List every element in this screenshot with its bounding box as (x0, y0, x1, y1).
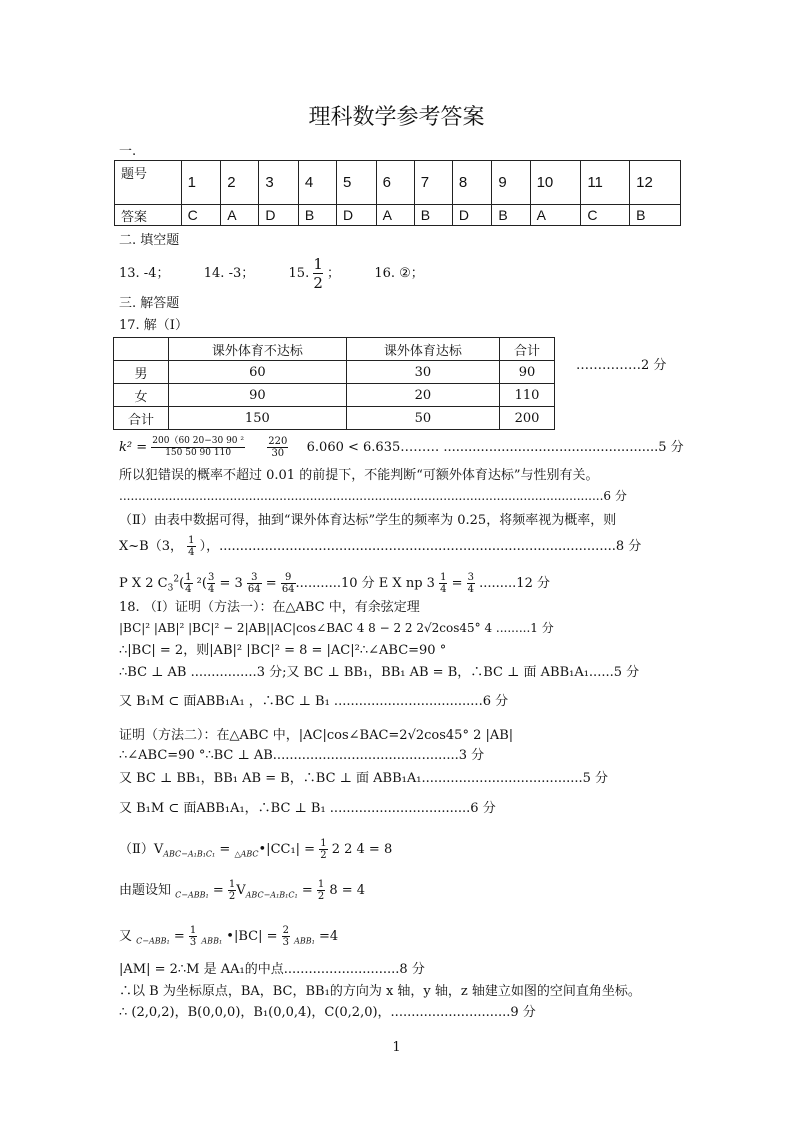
answer-15-fraction (313, 255, 323, 292)
fraction-numerator: 2 (282, 925, 289, 936)
contingency-table (113, 337, 555, 430)
answer-cell: B (414, 205, 452, 226)
table-row (114, 384, 555, 407)
fraction-numerator: 3 (207, 572, 215, 583)
proof-line-7: 又 BC ⊥ BB₁，BB₁ AB = B，∴BC ⊥ 面 ABB₁A₁.......................................5 分 (119, 771, 609, 786)
fraction-1-2 (319, 838, 327, 861)
combination-sub: 3 (167, 583, 174, 594)
answer-cell: B (298, 205, 336, 226)
volume-part-a: （Ⅱ）V (119, 842, 164, 857)
given-sub-2: ABC−A₁B₁C₁ (245, 890, 298, 900)
section-two-heading: 二. 填空题 (119, 233, 180, 248)
fraction-numerator: 1 (185, 572, 192, 583)
midpoint-line: |AM| = 2∴M 是 AA₁的中点............................8 分 (119, 962, 425, 977)
question-number: 11 (581, 161, 630, 205)
section-three-heading: 三. 解答题 (119, 296, 180, 311)
part-two-line: （Ⅱ）由表中数据可得，抽到“课外体育达标”学生的频率为 0.25，将频率视为概率，则 (119, 513, 617, 528)
answer-14: 14. -3； (203, 266, 255, 281)
answer-cell: B (492, 205, 530, 226)
answer-table-head-number: 题号 (115, 161, 182, 205)
fraction-denominator: 4 (440, 584, 447, 595)
prob-part-b: ( (179, 576, 185, 591)
fraction-numerator: 220 (268, 436, 288, 447)
fraction-numerator: 200（60 20−30 90 ² (152, 436, 244, 446)
table-cell: 男 (114, 361, 169, 384)
fraction-denominator: 3 (282, 937, 289, 948)
prob-part-d: = 3 (215, 576, 247, 591)
points-line: ∴ (2,0,2)，B(0,0,0)，B₁(0,0,4)，C(0,2,0)，.............................9 分 (119, 1005, 536, 1020)
answer-13: 13. -4； (119, 266, 170, 281)
answer-15-tail: ； (327, 266, 341, 281)
prob-part-g: = (447, 576, 467, 591)
answer-cell: D (452, 205, 492, 226)
also-part-c: •|BC| = (222, 929, 282, 944)
answer-cell: D (337, 205, 377, 226)
question-number: 4 (298, 161, 336, 205)
volume-part-d: 2 2 4 = 8 (327, 842, 393, 857)
given-line (119, 879, 365, 902)
fraction-denominator: 2 (228, 891, 236, 902)
fraction-numerator: 1 (317, 879, 325, 890)
q17-heading: 17. 解（Ⅰ） (119, 318, 188, 333)
fraction-denominator: 4 (467, 584, 474, 595)
question-number: 2 (221, 161, 259, 205)
binomial-lhs: X~B（3， (119, 539, 183, 554)
fraction-numerator: 3 (467, 572, 474, 583)
table-row (114, 361, 555, 384)
binomial-tail: ），................................................................................................8 分 (199, 539, 642, 554)
fraction-numerator: 1 (188, 535, 195, 546)
prob-part-f: ...........10 分 E X np 3 (295, 576, 440, 591)
also-part-b: = (169, 929, 189, 944)
table-cell: 200 (500, 407, 555, 430)
also-line (119, 925, 338, 948)
proof-line-8: 又 B₁M ⊂ 面ABB₁A₁，∴BC ⊥ B₁ ..................................6 分 (119, 801, 496, 816)
fraction-9-64 (281, 572, 296, 595)
fraction-denominator: 150 50 90 110 (165, 448, 232, 458)
section-one-heading: 一. (119, 144, 137, 159)
proof-line-6: ∴∠ABC=90 °∴BC ⊥ AB.............................................3 分 (119, 748, 485, 763)
question-number: 12 (630, 161, 681, 205)
fraction-numerator: 3 (247, 572, 262, 584)
also-sub: C−ABB₁ (136, 936, 170, 946)
table-cell: 30 (346, 361, 499, 384)
given-part-d: = (297, 883, 317, 898)
fraction-1-2 (228, 879, 236, 902)
coordinate-line: ∴以 B 为坐标原点，BA，BC，BB₁的方向为 x 轴，y 轴，z 轴建立如图的空间直角坐标。 (119, 984, 641, 999)
fraction-numerator: 1 (440, 572, 447, 583)
table-cell: 女 (114, 384, 169, 407)
table-header: 课外体育达标 (346, 338, 499, 361)
fraction-numerator: 9 (281, 572, 296, 584)
fraction-denominator: 4 (207, 584, 215, 595)
question-number: 8 (452, 161, 492, 205)
proof-line-4: 又 B₁M ⊂ 面ABB₁A₁ ，∴BC ⊥ B₁ ....................................6 分 (119, 694, 509, 709)
fraction-1-2 (317, 879, 325, 902)
table-row (114, 407, 555, 430)
volume-part-b: = (215, 842, 235, 857)
k2-formula (119, 436, 684, 459)
binomial-line (119, 535, 641, 558)
table-header (114, 338, 169, 361)
table-header: 课外体育不达标 (168, 338, 346, 361)
answer-cell: B (630, 205, 681, 226)
proof-line-1: |BC|² |AB|² |BC|² − 2|AB||AC|cos∠BAC 4 8 − 2 2 2√2cos45° 4 .........1 分 (119, 621, 554, 635)
fraction-1-4 (184, 572, 192, 595)
question-number: 1 (181, 161, 221, 205)
fraction-3-4 (467, 572, 475, 595)
page-title: 理科数学参考答案 (308, 105, 485, 130)
proof-line-3: ∴BC ⊥ AB ................3 分;又 BC ⊥ BB₁，BB₁ AB = B，∴BC ⊥ 面 ABB₁A₁......5 分 (119, 665, 640, 680)
answer-cell: A (221, 205, 259, 226)
k2-fraction-2 (267, 436, 288, 459)
fraction-numerator: 1 (313, 255, 323, 273)
k2-tail: 6.060 < 6.635……… ....................................................5 分 (306, 440, 684, 455)
dots-line: ...............................................................................................................................6 分 (119, 489, 627, 503)
fraction-denominator: 3 (189, 937, 197, 948)
question-number: 6 (376, 161, 414, 205)
fraction-numerator: 1 (320, 838, 327, 849)
question-number: 10 (530, 161, 581, 205)
question-number: 5 (337, 161, 377, 205)
table-cell: 110 (500, 384, 555, 407)
table-cell: 50 (346, 407, 499, 430)
conclusion-line: 所以犯错误的概率不超过 0.01 的前提下，不能判断“可额外体育达标”与性别有关。 (119, 468, 599, 483)
fraction-denominator: 4 (188, 547, 195, 558)
table-cell: 90 (500, 361, 555, 384)
question-number: 9 (492, 161, 530, 205)
volume-sub: ABC−A₁B₁C₁ (163, 849, 216, 859)
prob-part-e: = (261, 576, 281, 591)
given-part-a: 由题设知 (119, 883, 176, 898)
fraction-denominator: 64 (281, 584, 295, 595)
answer-table (114, 160, 681, 226)
fill-in-answers (119, 255, 424, 292)
given-sub: C−ABB₁ (175, 890, 209, 900)
answer-cell: A (376, 205, 414, 226)
answer-cell: C (181, 205, 221, 226)
table-row (115, 205, 681, 226)
page-number: 1 (392, 1040, 401, 1055)
prob-part-c: ²( (192, 576, 207, 591)
given-part-c: V (236, 883, 246, 898)
answer-16: 16. ②； (374, 266, 424, 281)
also-part-d: =4 (314, 929, 339, 944)
answer-cell: C (581, 205, 630, 226)
also-part-a: 又 (119, 929, 137, 944)
volume-line (119, 838, 392, 861)
table-header: 合计 (500, 338, 555, 361)
answer-cell: A (530, 205, 581, 226)
answer-table-head-answer: 答案 (115, 205, 182, 226)
table-cell: 150 (168, 407, 346, 430)
fraction-2-3 (282, 925, 290, 948)
table-cell: 90 (168, 384, 346, 407)
volume-sub-2: △ABC (234, 849, 259, 859)
also-sub-2: ABB₁ (201, 936, 223, 946)
fraction-numerator: 1 (189, 925, 197, 936)
table-row (114, 338, 555, 361)
combination-sup: 2 (173, 574, 180, 585)
given-part-e: 8 = 4 (325, 883, 366, 898)
answer-cell: D (259, 205, 299, 226)
proof-line-5: 证明（方法二）：在△ABC 中，|AC|cos∠BAC=2√2cos45° 2 |AB| (119, 728, 514, 743)
fraction-denominator: 2 (313, 274, 323, 292)
proof-line-2: ∴|BC| = 2，则|AB|² |BC|² = 8 = |AC|²∴∠ABC=90 ° (119, 643, 447, 658)
fraction-numerator: 1 (228, 879, 236, 890)
table-row (115, 161, 681, 205)
fraction-3-64 (247, 572, 262, 595)
probability-line (119, 572, 550, 595)
q18-heading: 18. （Ⅰ）证明（方法一）：在△ABC 中，有余弦定理 (119, 600, 420, 615)
fraction-denominator: 30 (271, 448, 285, 459)
given-part-b: = (208, 883, 228, 898)
table-cell: 20 (346, 384, 499, 407)
binomial-fraction (187, 535, 195, 558)
also-sub-3: ABB₁ (294, 936, 315, 946)
k2-lhs: k² = (119, 440, 148, 455)
prob-part-a: P X 2 C (119, 576, 168, 591)
table-score: ……………2 分 (576, 358, 667, 373)
fraction-denominator: 2 (317, 891, 325, 902)
answer-15-label: 15. (288, 266, 310, 281)
question-number: 3 (259, 161, 299, 205)
table-cell: 合计 (114, 407, 169, 430)
k2-fraction (151, 436, 245, 459)
table-cell: 60 (168, 361, 346, 384)
fraction-denominator: 4 (185, 584, 192, 595)
fraction-denominator: 64 (247, 584, 261, 595)
fraction-denominator: 2 (320, 850, 327, 861)
prob-part-h: .........12 分 (474, 576, 550, 591)
volume-part-c: •|CC₁| = (258, 842, 320, 857)
fraction-1-3 (189, 925, 197, 948)
question-number: 7 (414, 161, 452, 205)
